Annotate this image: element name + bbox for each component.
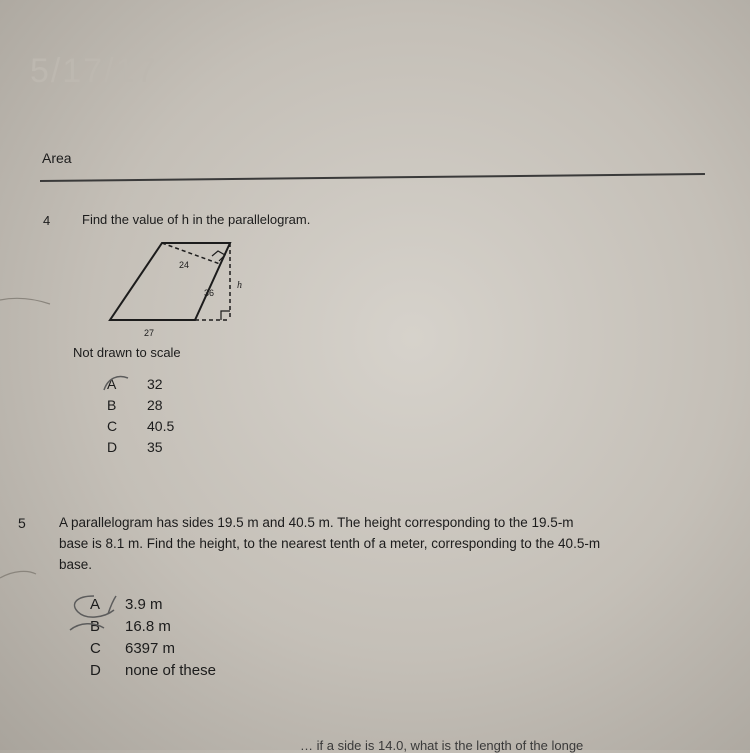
- side-label: 36: [204, 288, 215, 298]
- q4-option-letter: A: [107, 376, 117, 392]
- q5-option-letter: C: [90, 640, 101, 657]
- q5-option-letter: D: [90, 662, 101, 679]
- q4-text: Find the value of h in the parallelogram.: [82, 212, 311, 227]
- q4-note: Not drawn to scale: [73, 345, 181, 360]
- q5-option-value: 3.9 m: [125, 596, 163, 613]
- q4-option-letter: D: [107, 439, 118, 455]
- q5-text-line: base is 8.1 m. Find the height, to the nearest tenth of a meter, corresponding to the 40.5-m: [59, 536, 601, 551]
- q5-number: 5: [18, 515, 26, 531]
- q4-option-value: 40.5: [147, 418, 175, 434]
- q5-option-letter: A: [90, 596, 101, 613]
- q5-option-value: 6397 m: [125, 640, 176, 657]
- slant-label: 24: [179, 260, 190, 270]
- next-question-partial: … if a side is 14.0, what is the length of the longe: [300, 738, 584, 753]
- ghost-handwriting: 5/17/17: [30, 52, 158, 90]
- q4-option-value: 32: [147, 376, 163, 392]
- q4-option-letter: C: [107, 418, 118, 434]
- q5-option-letter: B: [90, 618, 101, 635]
- base-label: 27: [144, 328, 155, 338]
- section-title: Area: [42, 150, 72, 166]
- height-label: h: [237, 280, 242, 291]
- q5-text-line: A parallelogram has sides 19.5 m and 40.5 m. The height corresponding to the 19.5-m: [59, 515, 574, 530]
- q5-option-value: 16.8 m: [125, 618, 171, 635]
- q4-option-value: 35: [147, 439, 163, 455]
- margin-stroke: [0, 571, 36, 578]
- q4-number: 4: [43, 213, 51, 228]
- q5-text-line: base.: [59, 557, 93, 572]
- q4-option-value: 28: [147, 397, 163, 413]
- q5-option-value: none of these: [125, 662, 216, 679]
- q4-option-letter: B: [107, 397, 117, 413]
- margin-stroke: [0, 298, 50, 304]
